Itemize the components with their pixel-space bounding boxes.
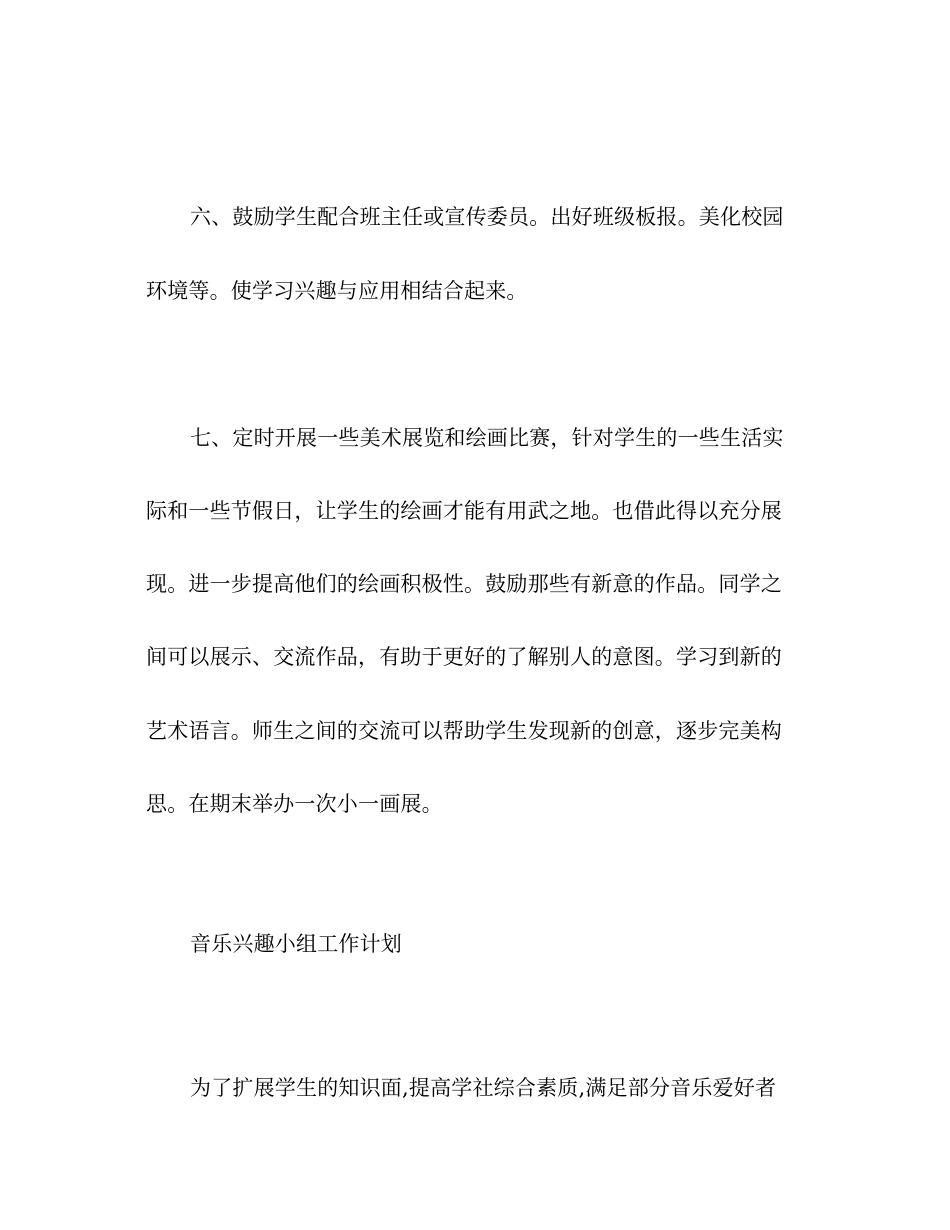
paragraph-seven-line-2: 际和一些节假日，让学生的绘画才能有用武之地。也借此得以充分展	[146, 499, 782, 523]
paragraph-six-line-2: 环境等。使学习兴趣与应用相结合起来。	[146, 279, 528, 303]
intro-paragraph-line-1: 为了扩展学生的知识面,提高学社综合素质,满足部分音乐爱好者	[190, 1076, 777, 1100]
paragraph-seven-line-6: 思。在期末举办一次小一画展。	[146, 792, 443, 816]
paragraph-six-line-1: 六、鼓励学生配合班主任或宣传委员。出好班级板报。美化校园	[190, 205, 784, 229]
paragraph-seven-line-5: 艺术语言。师生之间的交流可以帮助学生发现新的创意，逐步完美构	[146, 719, 782, 743]
section-heading: 音乐兴趣小组工作计划	[190, 932, 402, 956]
paragraph-seven-line-3: 现。进一步提高他们的绘画积极性。鼓励那些有新意的作品。同学之	[146, 572, 782, 596]
paragraph-seven-line-1: 七、定时开展一些美术展览和绘画比赛，针对学生的一些生活实	[190, 426, 784, 450]
paragraph-seven-line-4: 间可以展示、交流作品，有助于更好的了解别人的意图。学习到新的	[146, 645, 782, 669]
